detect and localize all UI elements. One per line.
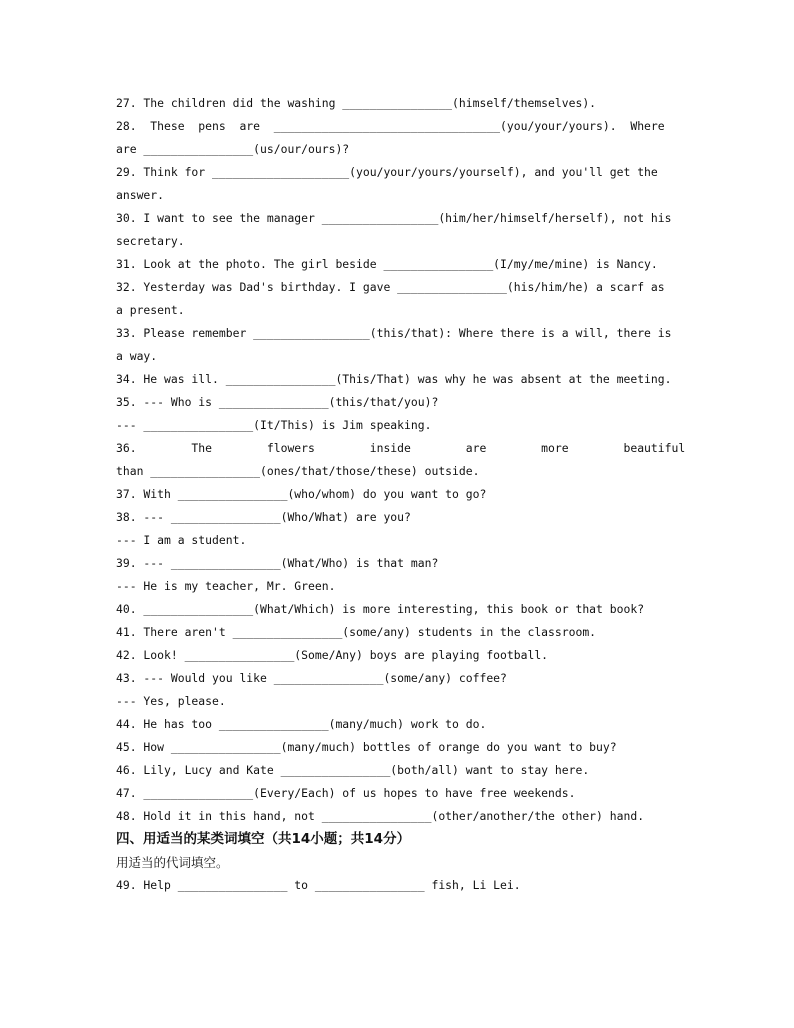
question-line: 45. How ________________(many/much) bottles of orange do you want to buy? [116, 740, 617, 754]
question-line: 46. Lily, Lucy and Kate ________________(both/all) want to stay here. [116, 763, 590, 777]
question-line: 34. He was ill. ________________(This/That) was why he was absent at the meeting. [116, 372, 672, 386]
question-line: a present. [116, 303, 185, 317]
question-line: 48. Hold it in this hand, not ________________(other/another/the other) hand. [116, 809, 645, 823]
question-line: 29. Think for ____________________(you/your/yours/yourself), and you'll get the [116, 165, 658, 179]
question-line: than ________________(ones/that/those/these) outside. [116, 464, 480, 478]
question-line: 32. Yesterday was Dad's birthday. I gave ________________(his/him/he) a scarf as [116, 280, 665, 294]
question-line: 36. The flowers inside are more beautiful [116, 441, 686, 455]
question-line: 35. --- Who is ________________(this/that/you)? [116, 395, 439, 409]
section-instruction: 用适当的代词填空。 [116, 855, 229, 870]
question-line: 41. There aren't ________________(some/any) students in the classroom. [116, 625, 597, 639]
worksheet-page [116, 92, 686, 897]
question-line: 37. With ________________(who/whom) do you want to go? [116, 487, 487, 501]
question-line: 28. These pens are _________________________________(you/your/yours). Where [116, 119, 665, 133]
question-line: 30. I want to see the manager _________________(him/her/himself/herself), not his [116, 211, 672, 225]
question-line: 44. He has too ________________(many/much) work to do. [116, 717, 487, 731]
section-title: 四、用适当的某类词填空（共14小题；共14分） [116, 831, 411, 847]
question-line: 39. --- ________________(What/Who) is that man? [116, 556, 439, 570]
question-line-49: 49. Help ________________ to ________________ fish, Li Lei. [116, 878, 521, 892]
question-line: are ________________(us/our/ours)? [116, 142, 350, 156]
question-line: answer. [116, 188, 165, 202]
question-line: 42. Look! ________________(Some/Any) boys are playing football. [116, 648, 549, 662]
question-line: 40. ________________(What/Which) is more interesting, this book or that book? [116, 602, 645, 616]
question-line: 27. The children did the washing ________________(himself/themselves). [116, 96, 597, 110]
question-line: 31. Look at the photo. The girl beside ________________(I/my/me/mine) is Nancy. [116, 257, 658, 271]
question-line: 33. Please remember _________________(this/that): Where there is a will, there is [116, 326, 672, 340]
question-line: secretary. [116, 234, 185, 248]
question-line: --- He is my teacher, Mr. Green. [116, 579, 336, 593]
question-line: --- I am a student. [116, 533, 247, 547]
question-line: a way. [116, 349, 158, 363]
question-list [116, 92, 686, 828]
question-line: 47. ________________(Every/Each) of us hopes to have free weekends. [116, 786, 576, 800]
question-line: 43. --- Would you like ________________(some/any) coffee? [116, 671, 507, 685]
question-line: --- ________________(It/This) is Jim speaking. [116, 418, 432, 432]
question-line: --- Yes, please. [116, 694, 226, 708]
question-line: 38. --- ________________(Who/What) are you? [116, 510, 411, 524]
